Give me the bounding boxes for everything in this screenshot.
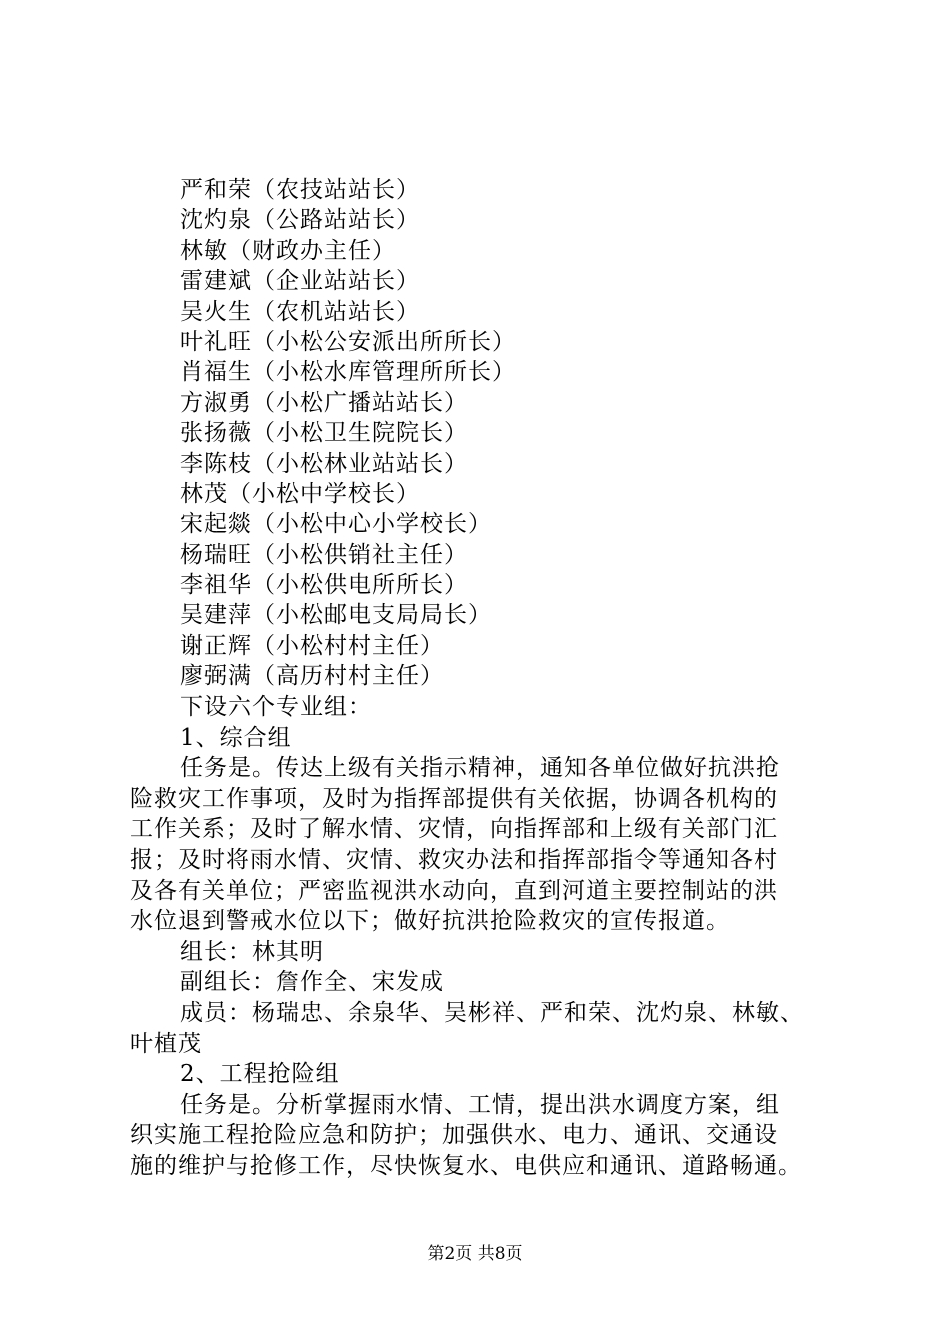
group1-deputy: 副组长：詹作全、宋发成 (180, 969, 444, 996)
member-item: 谢正辉（小松村村主任） (180, 632, 444, 659)
page-number-footer: 第2页 共8页 (427, 1244, 523, 1264)
member-item: 李祖华（小松供电所所长） (180, 572, 468, 599)
member-item: 林茂（小松中学校长） (180, 480, 420, 507)
group1-task-line: 及各有关单位；严密监视洪水动向，直到河道主要控制站的洪 (130, 877, 778, 904)
group2-task-line: 施的维护与抢修工作，尽快恢复水、电供应和通讯、道路畅通。 (130, 1152, 802, 1179)
group1-heading: 1、综合组 (180, 724, 292, 751)
member-item: 杨瑞旺（小松供销社主任） (180, 541, 468, 568)
member-item: 林敏（财政办主任） (180, 237, 396, 264)
member-item: 肖福生（小松水库管理所所长） (180, 359, 516, 386)
group1-leader: 组长：林其明 (180, 938, 324, 965)
member-item: 方淑勇（小松广播站站长） (180, 389, 468, 416)
member-item: 吴火生（农机站站长） (180, 298, 420, 325)
member-item: 宋起燚（小松中心小学校长） (180, 511, 492, 538)
member-item: 沈灼泉（公路站站长） (180, 207, 420, 234)
member-item: 严和荣（农技站站长） (180, 177, 420, 203)
group1-task-line: 任务是。传达上级有关指示精神，通知各单位做好抗洪抢 (180, 755, 780, 782)
intro-text: 下设六个专业组： (180, 694, 372, 720)
member-item: 廖弼满（高历村村主任） (180, 663, 444, 690)
member-item: 吴建萍（小松邮电支局局长） (180, 602, 492, 629)
body-text (130, 692, 842, 1182)
group1-members: 成员：杨瑞忠、余泉华、吴彬祥、严和荣、沈灼泉、林敏、 (180, 999, 804, 1026)
member-item: 雷建斌（企业站站长） (180, 268, 420, 295)
member-item: 叶礼旺（小松公安派出所所长） (180, 328, 516, 355)
group1-task-line: 报；及时将雨水情、灾情、救灾办法和指挥部指令等通知各村 (130, 846, 778, 873)
member-item: 张扬薇（小松卫生院院长） (180, 420, 468, 447)
group1-task-line: 工作关系；及时了解水情、灾情，向指挥部和上级有关部门汇 (130, 816, 778, 843)
group2-heading: 2、工程抢险组 (180, 1061, 340, 1088)
group1-task-line: 水位退到警戒水位以下；做好抗洪抢险救灾的宣传报道。 (130, 908, 730, 935)
group2-task-line: 任务是。分析掌握雨水情、工情，提出洪水调度方案，组 (180, 1091, 780, 1118)
group1-members-continued: 叶植茂 (130, 1030, 202, 1057)
member-list (180, 175, 516, 692)
member-item: 李陈枝（小松林业站站长） (180, 450, 468, 477)
group1-task-line: 险救灾工作事项，及时为指挥部提供有关依据，协调各机构的 (130, 785, 778, 812)
group2-task-line: 织实施工程抢险应急和防护；加强供水、电力、通讯、交通设 (130, 1122, 778, 1149)
